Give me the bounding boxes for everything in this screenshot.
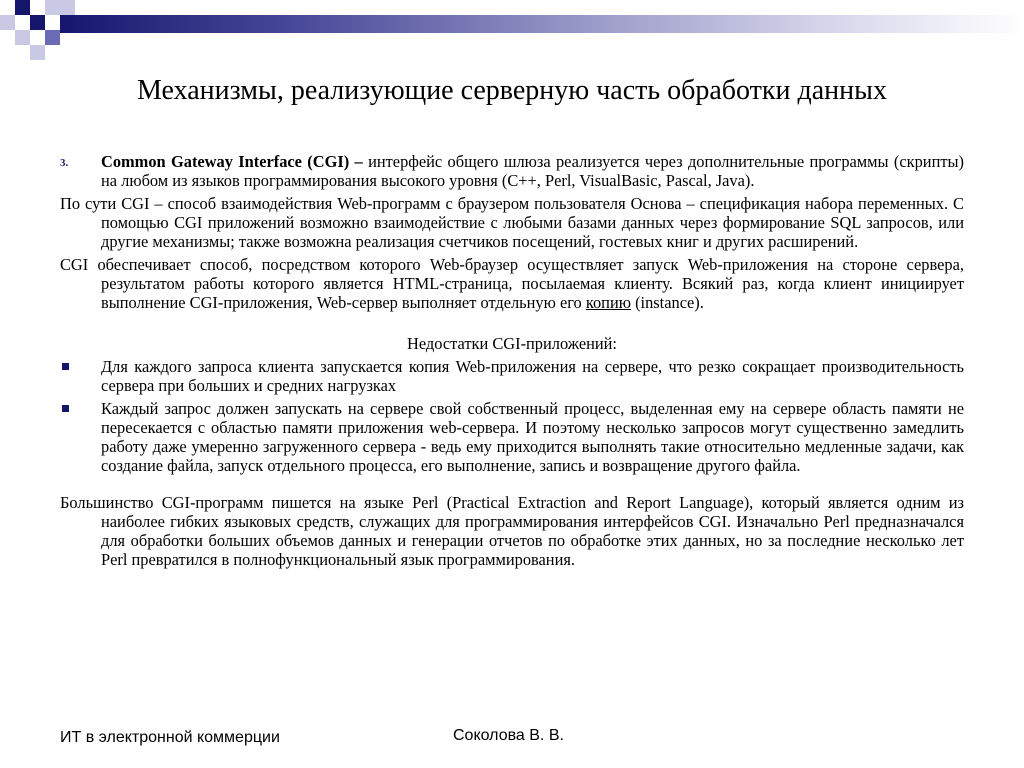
drawbacks-heading: Недостатки CGI-приложений: — [407, 334, 617, 353]
decor-square — [30, 15, 45, 30]
bullet-item — [60, 357, 964, 395]
paragraph-cgi-mechanism — [60, 255, 964, 312]
decor-square — [0, 15, 15, 30]
item-number: 3. — [60, 157, 69, 169]
bullet-item — [60, 399, 964, 475]
decor-square — [15, 30, 30, 45]
decor-square — [60, 0, 75, 15]
paragraph-text: CGI обеспечивает способ, посредством которого Web-браузер осуществляет запуск Web-приложения на стороне сервера, результатом работы которого является HTML-страница, посылаемая клиенту. Всякий раз, когда клиент инициирует выполнение CGI-приложения, Web-сервер выполняет отдельную его — [60, 255, 964, 312]
footer-course: ИТ в электронной коммерции — [60, 729, 280, 746]
header-gradient-band — [60, 15, 1024, 33]
decor-square — [45, 0, 60, 15]
slide-body — [60, 152, 964, 573]
paragraph-cgi-essence: По сути CGI – способ взаимодействия Web-программ с браузером пользователя Основа – спецификация набора переменных. С помощью CGI приложений возможно взаимодействие с любыми базами данных через формирование SQL запросов, или другие механизмы; также возможна реализация счетчиков посещений, гостевых книг и других расширений. — [60, 194, 964, 251]
item-bold-term: Common Gateway Interface (CGI) – — [101, 152, 363, 171]
decor-square — [15, 0, 30, 15]
bullet-text: Каждый запрос должен запускать на сервере свой собственный процесс, выделенная ему на сервере область памяти не пересекается с областью памяти приложения web-сервера. И поэтому несколько запросов могут существенно замедлить работу даже умеренно загруженного сервера - ведь ему приходится выполнять такие относительно медленные задачи, как создание файла, запуск отдельного процесса, его выполнение, запись и возвращение другого файла. — [101, 399, 964, 475]
header-decoration — [0, 0, 1024, 60]
decor-square — [45, 30, 60, 45]
square-bullet-icon — [62, 363, 69, 370]
bullet-text: Для каждого запроса клиента запускается копия Web-приложения на сервере, что резко сокращает производительность сервера при больших и средних нагрузках — [101, 357, 964, 395]
decor-square — [30, 45, 45, 60]
paragraph-text: (instance). — [630, 293, 704, 312]
numbered-item-3 — [60, 152, 964, 190]
footer-author: Соколова В. В. — [453, 727, 564, 744]
square-bullet-icon — [62, 405, 69, 412]
copy-link[interactable]: копию — [585, 293, 631, 312]
item-text: интерфейс общего шлюза реализуется через дополнительные программы (скрипты) на любом из языков программирования высокого уровня (C++, Perl, VisualBasic, Pascal, Java). — [101, 152, 964, 190]
slide-title: Механизмы, реализующие серверную часть обработки данных — [137, 75, 887, 106]
paragraph-perl: Большинство CGI-программ пишется на языке Perl (Practical Extraction and Report Language), который является одним из наиболее гибких языковых средств, служащих для программирования интерфейсов CGI. Изначально Perl предназначался для обработки больших объемов данных и генерации отчетов по обработке этих данных, но за последние несколько лет Perl превратился в полнофункциональный язык программирования. — [60, 493, 964, 569]
